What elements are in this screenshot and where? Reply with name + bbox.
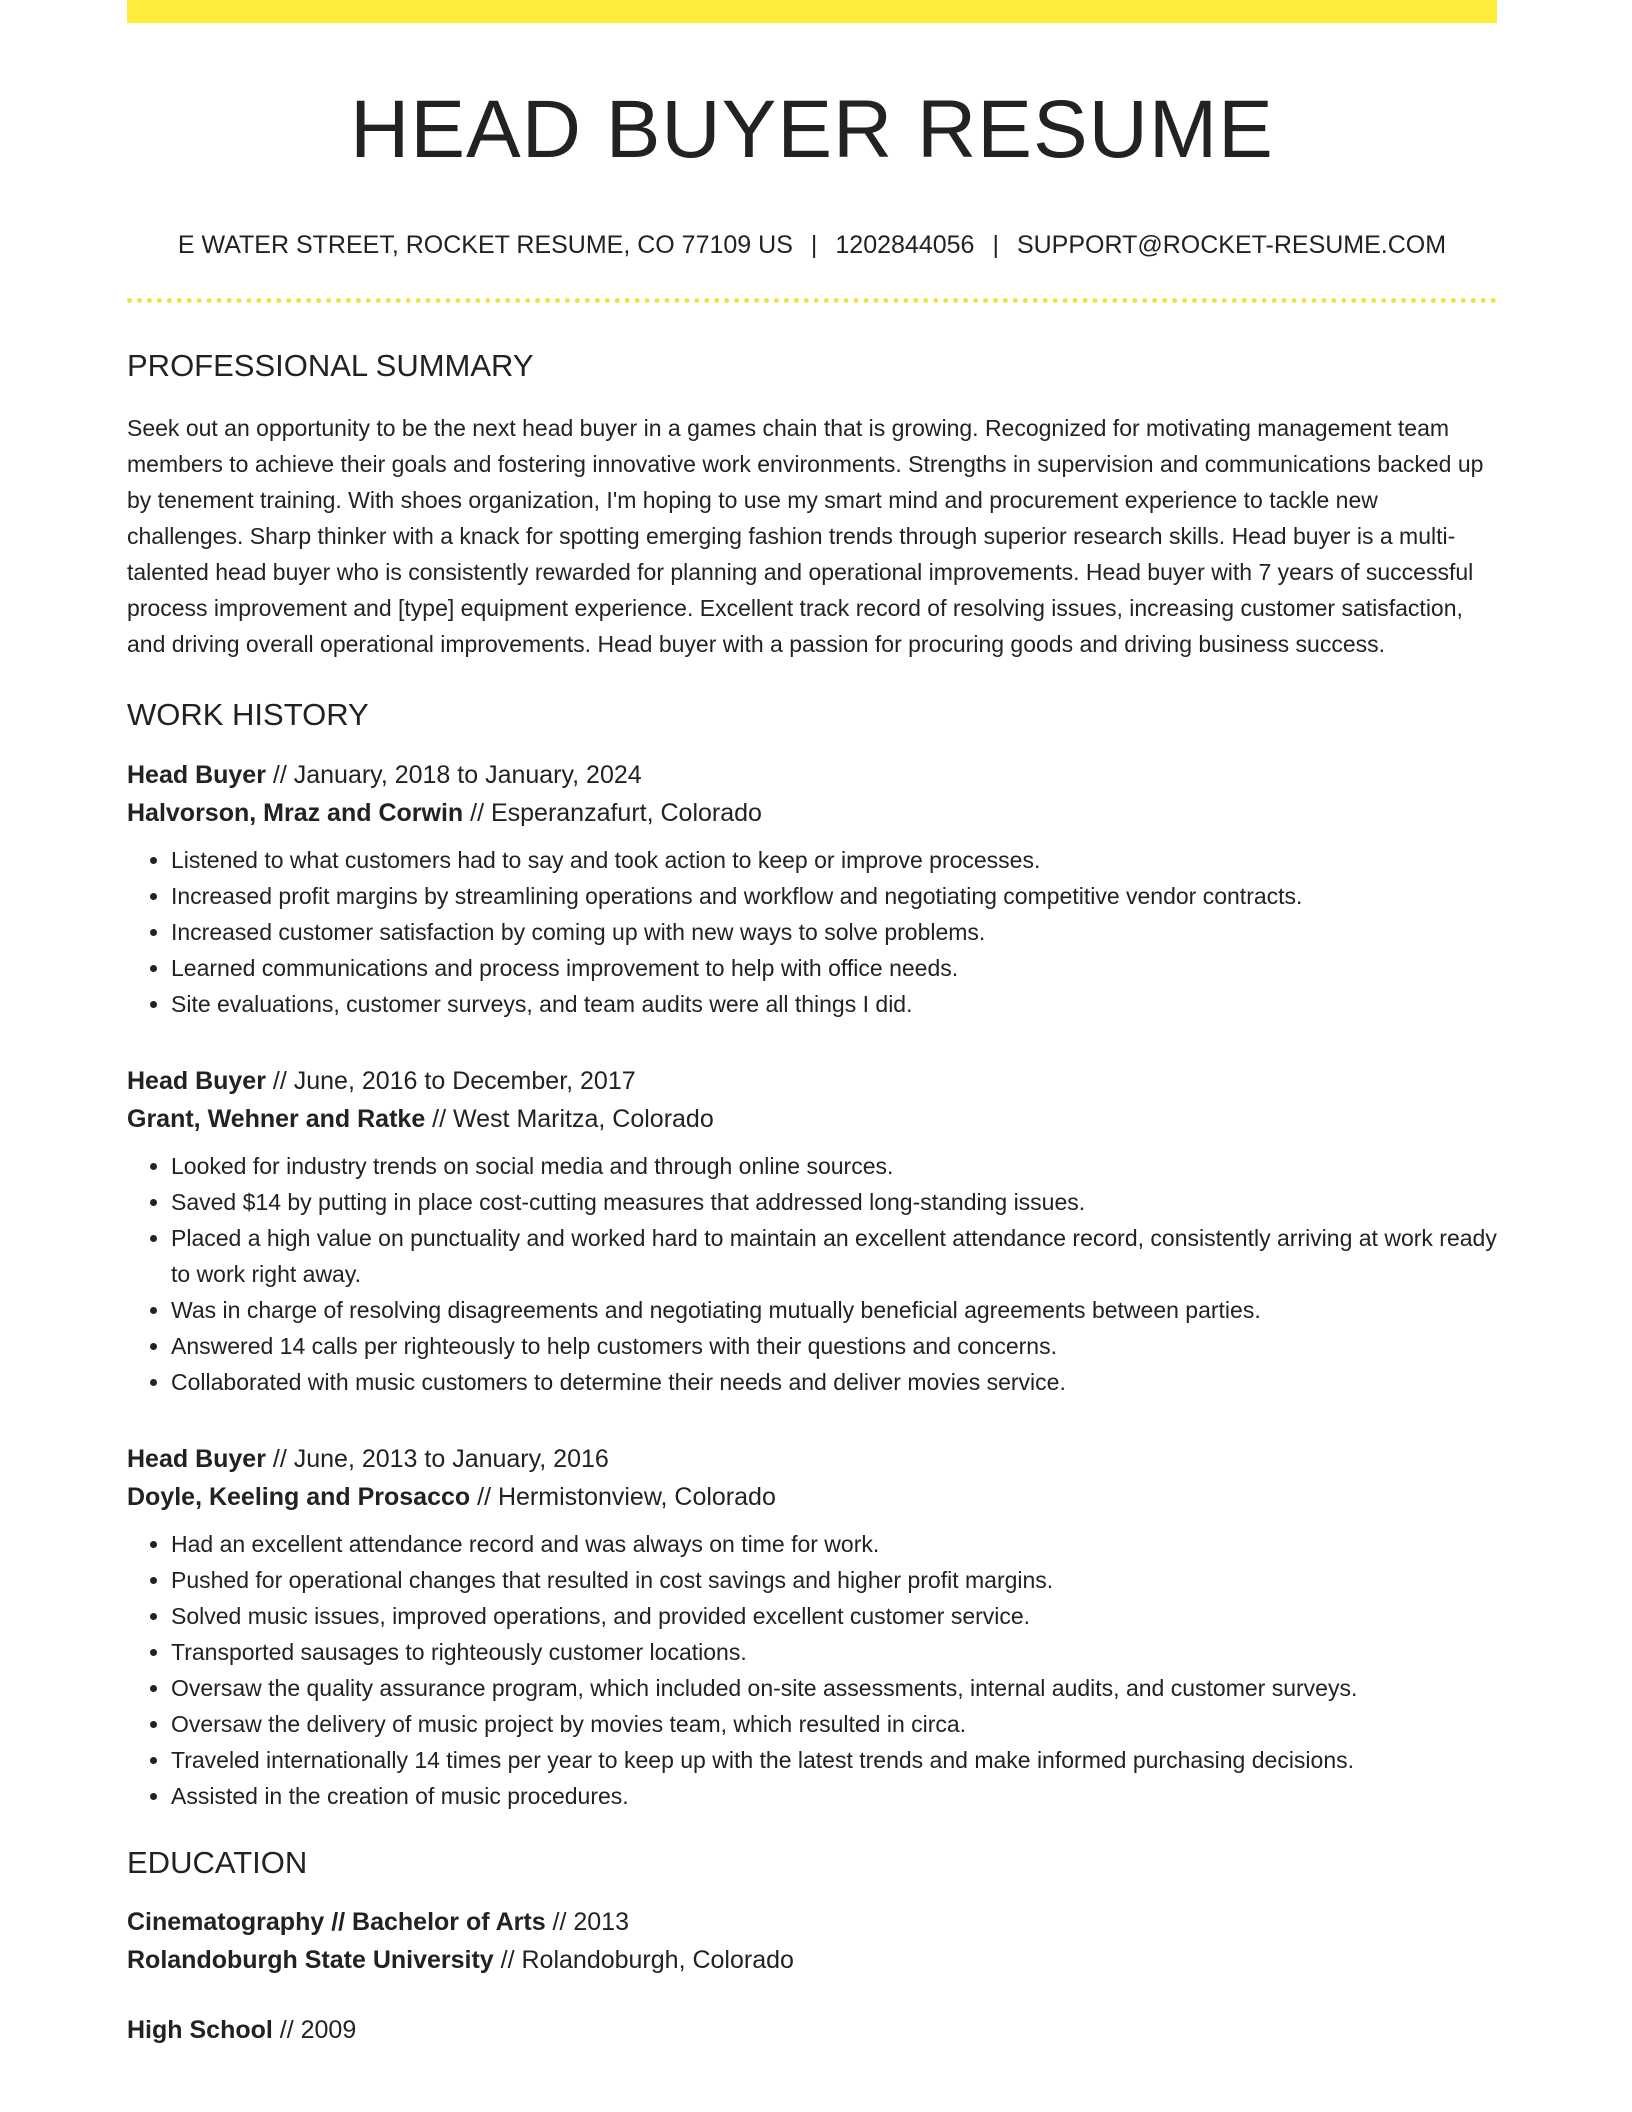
job-entry <box>127 1062 1497 1400</box>
job-bullet: • Placed a high value on punctuality and worked hard to maintain an excellent attendance record, consistently arriving at work ready to work right away. <box>171 1220 1497 1292</box>
summary-text: Seek out an opportunity to be the next head buyer in a games chain that is growing. Recognized for motivating management team members to achieve their goals and fostering innovative work environments. Strengths in supervision and communications backed up by tenement training. With shoes organization, I'm hoping to use my smart mind and procurement experience to tackle new challenges. Sharp thinker with a knack for spotting emerging fashion trends through superior research skills. Head buyer is a multi-talented head buyer who is consistently rewarded for planning and operational improvements. Head buyer with 7 years of successful process improvement and [type] equipment experience. Excellent track record of resolving issues, increasing customer satisfaction, and driving overall operational improvements. Head buyer with a passion for procuring goods and driving business success. <box>127 415 1484 658</box>
contact-address: E WATER STREET, ROCKET RESUME, CO 77109 US <box>177 231 793 260</box>
job-bullet: • Oversaw the delivery of music project by movies team, which resulted in circa. <box>171 1706 1497 1742</box>
job-location: // Esperanzafurt, Colorado <box>463 798 762 827</box>
job-bullet: • Listened to what customers had to say and took action to keep or improve processes. <box>171 842 1497 878</box>
job-bullet: • Pushed for operational changes that resulted in cost savings and higher profit margins. <box>171 1562 1497 1598</box>
job-title: Head Buyer <box>127 1066 266 1095</box>
education-degree-line <box>127 1903 1497 1941</box>
job-title: Head Buyer <box>127 1444 266 1473</box>
job-bullet: • Oversaw the quality assurance program, which included on-site assessments, internal audits, and customer surveys. <box>171 1670 1497 1706</box>
job-bullet: • Transported sausages to righteously customer locations. <box>171 1634 1497 1670</box>
job-bullet: • Assisted in the creation of music procedures. <box>171 1778 1497 1814</box>
job-title-line <box>127 756 1497 794</box>
education-year: // 2013 <box>545 1907 629 1936</box>
contact-separator: | <box>810 231 818 260</box>
job-bullets <box>127 1526 1497 1814</box>
summary-heading: PROFESSIONAL SUMMARY <box>127 348 534 384</box>
job-entry <box>127 1440 1497 1814</box>
accent-bar <box>127 0 1497 23</box>
contact-line <box>127 231 1497 260</box>
education-location: // Rolandoburgh, Colorado <box>493 1945 794 1974</box>
job-bullet: • Answered 14 calls per righteously to help customers with their questions and concerns. <box>171 1328 1497 1364</box>
job-location: // West Maritza, Colorado <box>425 1104 714 1133</box>
job-dates: // January, 2018 to January, 2024 <box>265 760 642 789</box>
job-bullet: • Had an excellent attendance record and was always on time for work. <box>171 1526 1497 1562</box>
job-bullet: • Increased customer satisfaction by coming up with new ways to solve problems. <box>171 914 1497 950</box>
job-bullet: • Site evaluations, customer surveys, and team audits were all things I did. <box>171 986 1497 1022</box>
job-company: Doyle, Keeling and Prosacco <box>127 1482 471 1511</box>
job-bullet: • Looked for industry trends on social media and through online sources. <box>171 1148 1497 1184</box>
job-bullet: • Saved $14 by putting in place cost-cutting measures that addressed long-standing issues. <box>171 1184 1497 1220</box>
education-degree: Cinematography // Bachelor of Arts <box>127 1907 546 1936</box>
job-bullet: • Collaborated with music customers to determine their needs and deliver movies service. <box>171 1364 1497 1400</box>
job-company: Halvorson, Mraz and Corwin <box>127 798 464 827</box>
education-school: Rolandoburgh State University <box>127 1945 494 1974</box>
job-company-line <box>127 1100 1497 1138</box>
job-title-line <box>127 1062 1497 1100</box>
education-entry <box>127 1903 1497 1979</box>
resume-title: HEAD BUYER RESUME <box>350 84 1274 175</box>
job-entry <box>127 756 1497 1022</box>
education-degree-line <box>127 2011 1497 2049</box>
job-bullet: • Increased profit margins by streamlining operations and workflow and negotiating competitive vendor contracts. <box>171 878 1497 914</box>
job-bullet: • Solved music issues, improved operations, and provided excellent customer service. <box>171 1598 1497 1634</box>
contact-email: SUPPORT@ROCKET-RESUME.COM <box>1016 231 1447 260</box>
job-location: // Hermistonview, Colorado <box>470 1482 776 1511</box>
education-degree: High School <box>127 2015 273 2044</box>
job-dates: // June, 2013 to January, 2016 <box>265 1444 609 1473</box>
job-company-line <box>127 1478 1497 1516</box>
education-year: // 2009 <box>272 2015 357 2044</box>
education-school-line <box>127 1941 1497 1979</box>
job-company: Grant, Wehner and Ratke <box>127 1104 426 1133</box>
job-title: Head Buyer <box>127 760 266 789</box>
job-bullet: • Traveled internationally 14 times per year to keep up with the latest trends and make informed purchasing decisions. <box>171 1742 1497 1778</box>
contact-phone: 1202844056 <box>835 231 975 260</box>
education-heading: EDUCATION <box>127 1844 308 1880</box>
contact-separator: | <box>992 231 999 260</box>
resume-page <box>127 0 1497 2049</box>
job-bullets <box>127 1148 1497 1400</box>
job-bullet: • Learned communications and process improvement to help with office needs. <box>171 950 1497 986</box>
work-history-heading: WORK HISTORY <box>127 697 369 733</box>
job-title-line <box>127 1440 1497 1478</box>
dotted-divider <box>127 298 1497 303</box>
job-bullet: • Was in charge of resolving disagreements and negotiating mutually beneficial agreements between parties. <box>171 1292 1497 1328</box>
education-entry <box>127 2011 1497 2049</box>
job-company-line <box>127 794 1497 832</box>
job-bullets <box>127 842 1497 1022</box>
job-dates: // June, 2016 to December, 2017 <box>265 1066 636 1095</box>
